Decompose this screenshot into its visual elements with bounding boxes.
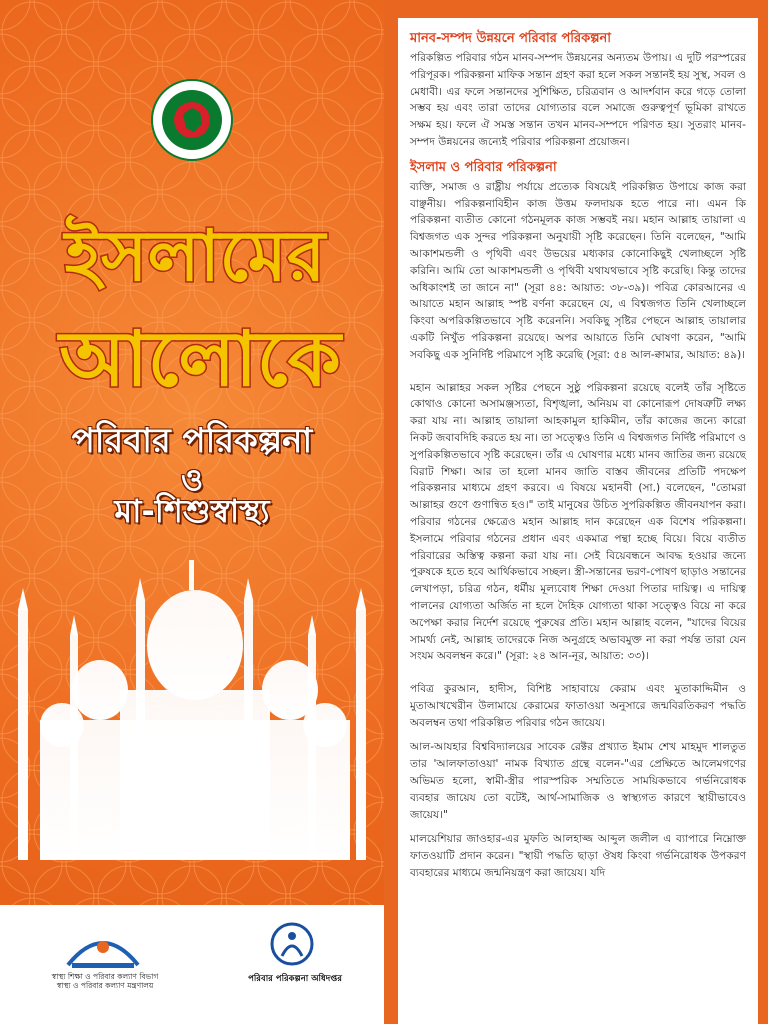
- subtitle-and: ও: [180, 463, 204, 498]
- paragraph-4: পবিত্র কুরআন, হাদীস, বিশিষ্ট সাহাবায়ে কেরাম এবং মুতাকাদ্দিমীন ও মুতাআখখেরীন উলামায়ে কেরামের ফাতাওয়া অনুসারে জন্মবিরতিকরণ পদ্ধতি অবলম্বন তথা পরিকল্পিত পরিবার গঠন জায়েয।: [410, 683, 746, 729]
- article-panel: [392, 0, 768, 1024]
- paragraph-3: মহান আল্লাহর সকল সৃষ্টির পেছনে সুষ্ঠু পরিকল্পনা রয়েছে বলেই তাঁর সৃষ্টিতে কোথাও কোনো অসামঞ্জস্যতা, বিশৃঙ্খলা, অনিয়ম বা কোনোরূপ দোষত্রুটি লক্ষ্য করা যায় না। আল্লাহ তায়ালা আহকামুল হাকিমীন, তাঁর কাজের জন্যে কারো নিকট জবাবদিহি করতে হয় না। তা সত্ত্বেও তিনি এ বিশ্বজগত নির্দিষ্ট পরিমাণে ও সুপরিকল্পিতভাবে সৃষ্টি করেছেন। তাঁর এ ঘোষণার মধ্যে মানব জাতির জন্য রয়েছে বিরাট শিক্ষা। আর তা হলো মানব জাতি বাস্তব জীবনের প্রতিটি পদক্ষেপ পরিকল্পনার মাধ্যমে গ্রহণ করবে। এ বিষয়ে মহানবী (সা.) বলেছেন, "তোমরা আল্লাহর গুণে গুণান্বিত হও।" তাই মানুষের উচিত সুপরিকল্পিত জীবনযাপন করা। পরিবার গঠনের ক্ষেত্রেও মহান আল্লাহ দান করেছেন এক বিশেষ পরিকল্পনা। ইসলামে পরিবার গঠনের প্রধান এবং একমাত্র পন্থা হচ্ছে বিয়ে। বিয়ে ব্যতীত পরিবারের অস্তিত্ব কল্পনা করা যায় না। সেই বিয়েবন্ধনে আবদ্ধ হওয়ার জন্যে পুরুষকে হতে হবে আর্থিকভাবে সচ্ছল। স্ত্রী-সন্তানের ভরণ-পোষণ ছাড়াও সন্তানের লেখাপড়া, চরিত্র গঠন, ধর্মীয় মূল্যবোধ শিক্ষা দেওয়া পিতার দায়িত্ব। এ দায়িত্ব পালনের যোগ্যতা অর্জিত না হলে দৈহিক যোগ্যতা থাকা সত্ত্বেও বিয়ে না করে অপেক্ষা করার নির্দেশ রয়েছে পুরুষের প্রতি। মহান আল্লাহ বলেন, "যাদের বিয়ের সামর্থ্য নেই, আল্লাহ তাদেরকে নিজ অনুগ্রহে অভাবমুক্ত না করা পর্যন্ত তারা যেন সংযম অবলম্বন করে।" (সূরা: ২৪ আন-নূর, আয়াত: ৩৩)।: [410, 381, 746, 663]
- family-planning-logo-icon: [270, 922, 314, 966]
- article-sheet: [398, 18, 758, 1024]
- health-education-logo-icon: [62, 925, 144, 970]
- paragraph-6: মালয়েশিয়ার জাওহার-এর মুফতি আলহাজ্জ আব্দুল জলীল এ ব্যাপারে নিম্নোক্ত ফাতওয়াটি প্রদান করেন। "স্থায়ী পদ্ধতি ছাড়া ঔষধ কিংবা গর্ভনিরোধক উপকরণ ব্যবহারের মাধ্যমে জন্মনিয়ন্ত্রণ করা জায়েয। যদি: [410, 833, 746, 880]
- article-content: [410, 30, 746, 890]
- right-logo-caption: পরিবার পরিকল্পনা অধিদপ্তর: [248, 974, 342, 984]
- subtitle-family-planning: পরিবার পরিকল্পনা: [71, 421, 313, 461]
- left-logo-caption: স্বাস্থ্য শিক্ষা ও পরিবার কল্যাণ বিভাগ স্বাস্থ্য ও পরিবার কল্যাণ মন্ত্রণালয়: [51, 972, 159, 990]
- paragraph-5: আল-আযহার বিশ্ববিদ্যালয়ের সাবেক রেক্টর প্রখ্যাত ইমাম শেখ মাহমুদ শালতুত তার 'আলফাতাওয়া' নামক বিখ্যাত গ্রন্থে বলেন-"এর প্রেক্ষিতে আলেমগণের অভিমত হলো, স্বামী-স্ত্রীর পারস্পরিক সম্মতিতে সাময়িকভাবে গর্ভনিরোধক ব্যবহার জায়েয তো বটেই, আর্থ-সামাজিক ও স্বাস্থ্যগত কারণে স্থায়ীভাবেও জায়েয।": [410, 741, 746, 821]
- government-emblem-icon: [150, 78, 234, 162]
- paragraph-1: পরিকল্পিত পরিবার গঠন মানব-সম্পদ উন্নয়নের অন্যতম উপায়। এ দুটি পরস্পরের পরিপূরক। পরিকল্পনা মাফিক সন্তান গ্রহণ করা হলে সকল সন্তানই হয় সুস্থ, সবল ও মেধাবী। এর ফলে সন্তানদের সুশিক্ষিত, চরিত্রবান ও আদর্শবান করে গড়ে তোলা সম্ভব হয় এবং তারা তাদের যোগ্যতার বলে সমাজে গুরুত্বপূর্ণ ভূমিকা রাখতে সক্ষম হয়। ফলে ঐ সমস্ত সন্তান তখন মানব-সম্পদে পরিণত হয়। সুতরাং মানব-সম্পদ উন্নয়নের জন্যেই পরিবার পরিকল্পনা প্রয়োজন।: [410, 52, 747, 148]
- subtitle-mother-child-health: মা-শিশুস্বাস্থ্য: [114, 492, 270, 530]
- mosque-silhouette: [0, 540, 384, 860]
- cover-footer: [0, 905, 384, 1024]
- heading-human-resource: মানব-সম্পদ উন্নয়নে পরিবার পরিকল্পনা: [410, 31, 612, 46]
- title-line1: ইসলামের: [64, 214, 326, 297]
- paragraph-2: ব্যক্তি, সমাজ ও রাষ্ট্রীয় পর্যায়ে প্রত্যেক বিষয়েই পরিকল্পিত উপায়ে কাজ করা বাঞ্ছনীয়। পরিকল্পনাবিহীন কাজ উত্তম ফলদায়ক হতে পারে না। এমন কি পরিকল্পনা ব্যতীত কোনো গঠনমূলক কাজ সম্ভবই নয়। মহান আল্লাহ তায়ালা এ বিশ্বজগত এক সুন্দর পরিকল্পনা অনুযায়ী সৃষ্টি করেছেন। তিনি বলেছেন, "আমি আকাশমন্ডলী ও পৃথিবী এবং উভয়ের মধ্যকার কোনোকিছুই খেলাচ্ছলে সৃষ্টি করিনি। আমি তো আকাশমন্ডলী ও পৃথিবী যথাযথভাবে সৃষ্টি করেছি। কিন্তু তাদের অধিকাংশই তা জানে না" (সূরা ৪৪: আয়াত: ৩৮-৩৯)। পবিত্র কোরআনের এ আয়াতে মহান আল্লাহ স্পষ্ট বর্ণনা করেছেন যে, এ বিশ্বজগত তিনি খেলাচ্ছলে কিংবা অপরিকল্পিতভাবে সৃষ্টি করেননি। সবকিছু সৃষ্টির পেছনে আল্লাহ তায়ালার একটি নিখুঁত পরিকল্পনা রয়েছে। অপর আয়াতে তিনি ঘোষণা করেন, "আমি সবকিছু এক সুনির্দিষ্ট পরিমাপে সৃষ্টি করেছি (সূরা: ৫৪ আল-ক্বামার, আয়াত: ৪৯)।: [410, 180, 746, 361]
- title-line2: আলোকে: [59, 314, 341, 403]
- heading-islam-family-planning: ইসলাম ও পরিবার পরিকল্পনা: [410, 159, 557, 175]
- cover-title: [30, 185, 360, 415]
